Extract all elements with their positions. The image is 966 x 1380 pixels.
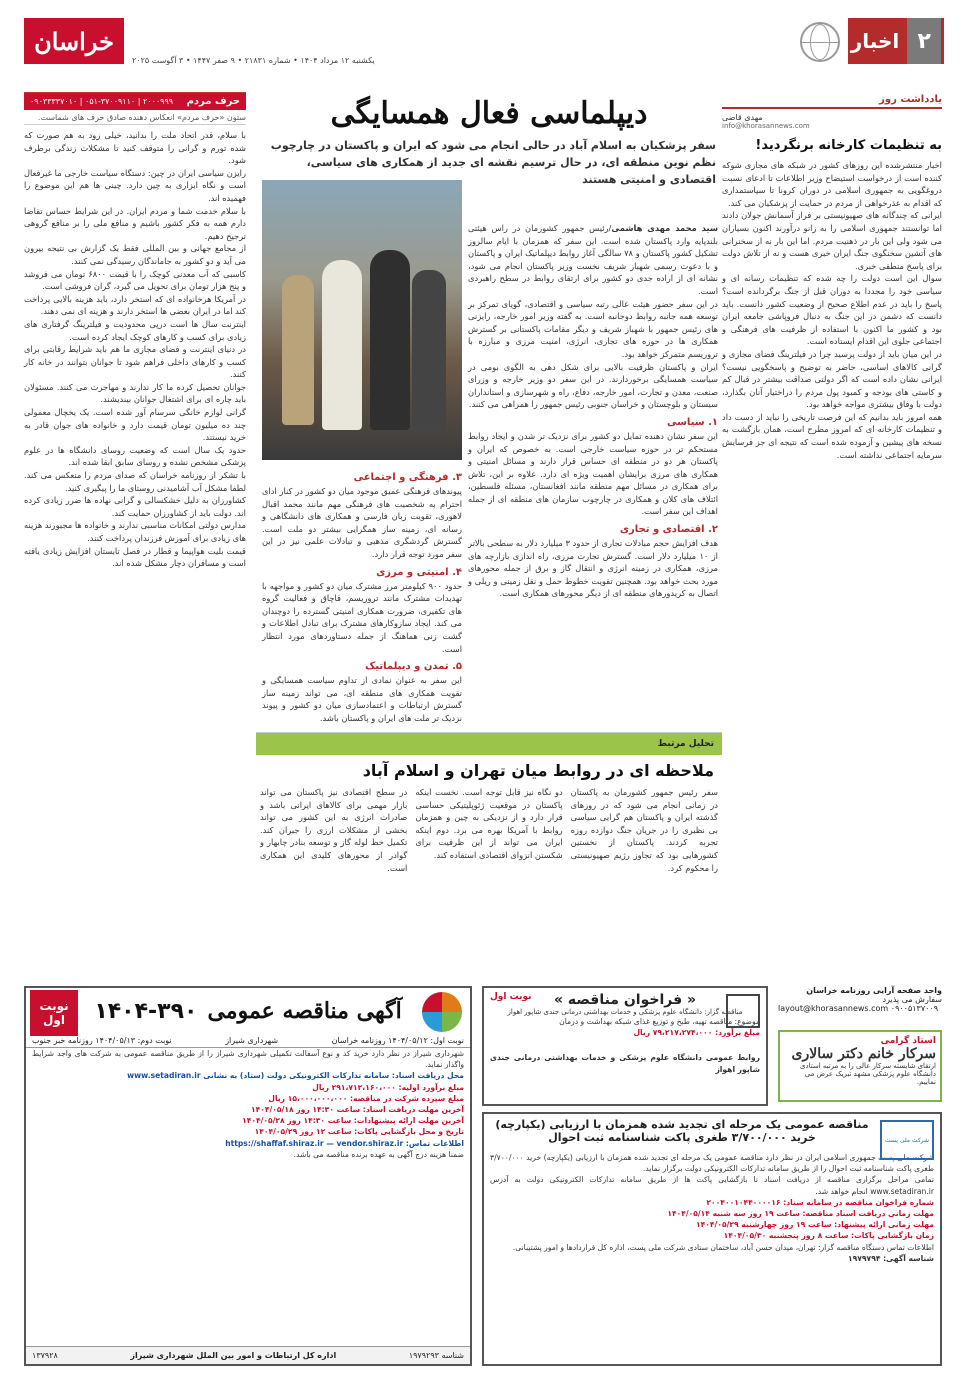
- ad-line: ضمنا هزینه درج آگهی به عهده برنده مناقصه می باشد.: [293, 1149, 464, 1159]
- post-ad-line: زمان بازگشایی پاکات: ساعت ۸ روز پنجشنبه ۱۴۰۴/۰۵/۳۰: [723, 1231, 934, 1241]
- analysis-paragraph: سفر رئیس جمهور کشورمان به پاکستان در زمانی انجام می شود که در روزهای گذشته ایران و پاکستان هم گرایی سیاسی بی نظیری را در جریان جنگ دوازده روزه تجربه کردند. پاکستان از نخستین کشورهایی بود که تجاوز رژیم صهیونیستی را محکوم کرد.: [570, 787, 718, 873]
- newspaper-logo: خراسان: [24, 18, 124, 64]
- university-logo-icon: [726, 994, 760, 1028]
- reader-message: در دنیای اینترنت و فضای مجازی ما هم باید شرایط رقابتی برای کسب و کارهای داخلی فراهم شود تا جوانان بتوانند در خانه کار کنند.: [24, 344, 246, 380]
- editorial-paragraph: همه امروز باید بدانیم که این فرصت تاریخی را نباید از دست داد و تنظیمات کارخانه ای که امروز مطرح است، همان بازگشت به نسخه های پیشین و آزموده شده است که نتیجه ای جز فرسایش سرمایه اجتماعی نداشته است.: [722, 411, 942, 460]
- analysis-label: تحلیل مرتبط: [657, 739, 714, 749]
- readers-note: ستون «حرف مردم» انعکاس دهنده صادق حرف های شماست.: [24, 110, 246, 125]
- reader-message: حدود یک سال است که وضعیت روسای دانشگاه ها در علوم پزشکی مشخص نشده و روسای سابق ابقا شده اند.: [24, 444, 246, 468]
- analysis-paragraph: در سطح اقتصادی نیز پاکستان می تواند بازار مهمی برای کالاهای ایرانی باشد و صادرات انرژی به این کشور می تواند بخشی از مشکلات ارزی را جبران کند. تکمیل خط لوله گاز و توسعه بنادر چابهار و گوادر از محورهای کلیدی این همکاری است.: [260, 787, 408, 873]
- tender-ad-shiraz: [24, 986, 472, 1366]
- editorial-paragraph: در این میان باید از دولت پرسید چرا در فیلترینگ فضای مجازی و گرانی کالاهای اساسی، حاضر به توضیح و پاسخگویی نیست؟ ایرانی نشان داده است که اگر دولتی صداقت بیشتر در قبال کم و کاستی های بودجه و کمبود پول مردم را دراختیار آنان بگذارد، دولت با وفاق بیشتری مواجه خواهد بود.: [722, 348, 942, 410]
- ad-footer-code: ۱۳۷۹۲۸: [32, 1351, 58, 1360]
- post-ad-title: مناقصه عمومی یک مرحله ای تجدید شده همزمان با ارزیابی (یکپارچه): [495, 1118, 869, 1131]
- editorial-author: مهدی قاضی: [722, 113, 763, 122]
- editorial-paragraph: ایرانی که چندگانه های صهیونیستی بر فراز آسمانش جولان دادند اما توانستند جمهوری اسلامی را به زانو درآورند اکنون بسیاران می شود ولی این بار در ذهنیت مردم. اما این بار نه از سخنرانی های آتشین سخنگوی جنگ ایران خبری هست و نه از تلاش دولت برای پاسخ منطقی خبری.: [722, 210, 942, 271]
- layout-service-ad: [778, 986, 942, 1022]
- page-number: ۲: [907, 18, 941, 64]
- post-ad-line: شرکت ملی پست جمهوری اسلامی ایران در نظر دارد مناقصه عمومی یک مرحله ای تجدید شده همزمان با ارزیابی (یکپارچه) خرید ۳/۷۰۰/۰۰۰ طغری پاکت شناسنامه ثبت احوال را از طریق سامانه تدارکات الکترونیکی دولت برگزار نماید.: [490, 1153, 934, 1174]
- post-ad-line: تمامی مراحل برگزاری مناقصه از دریافت اسناد تا بازگشایی پاکت ها از طریق سامانه تدارکات الکترونیکی دولت به آدرس www.setadiran.ir انجام خواهد شد.: [490, 1175, 934, 1196]
- congrats-name: سرکار خانم دکتر سالاری: [791, 1046, 936, 1062]
- post-ad-line: اطلاعات تماس دستگاه مناقصه گزار: تهران، میدان حسن آباد، ساختمان ستادی شرکت ملی پست، اداره کل قراردادها و امور پشتیبانی.: [512, 1242, 934, 1252]
- ad-mid-line: مبلغ برآورد: ۷۹،۲۱۷،۲۷۴،۰۰۰ ریال: [633, 1028, 760, 1038]
- editorial-paragraph: اخبار منتشرشده این روزهای کشور در شبکه های مجازی شوکه کننده است از درخواست استیضاح وزیر اطلاعات تا ادعای نسبت دروغگویی به جمهوری اسلامی در دوران کرونا تا سیاستمداری که اقدام به عذرخواهی از مردم در حمایت از پزشکیان می کند.: [722, 160, 942, 208]
- ad-line: مبلغ برآورد اولیه: ۲۹۱،۷۱۲،۱۶۰،۰۰۰ ریال: [312, 1082, 464, 1092]
- subhead-politics: ۱. سیاسی: [666, 416, 718, 428]
- readers-column: [24, 92, 246, 970]
- reader-message: کاسبی که آب معدنی کوچک را با قیمت ۶۸۰۰ تومان می فروشد و پنج هزار تومان برای تحویل می گیرد، گران فروشی است.: [24, 268, 247, 292]
- media-text: این سفر به عنوان نمادی از تداوم سیاست همسایگی و تقویت همکاری های منطقه ای، می تواند زمینه ساز گسترش ارتباطات و اعتمادسازی میان دو کشور و پیوند نزدیک تر ملت های ایران و پاکستان باشد.: [262, 675, 462, 723]
- subhead-security: ۴. امنیتی و مرزی: [376, 566, 462, 578]
- post-ad-line: مهلت زمانی دریافت اسناد مناقصه: ساعت ۱۹ روز سه شنبه ۱۴۰۴/۰۵/۱۴: [667, 1209, 934, 1219]
- reader-message: اینترنت سال ها است درپی محدودیت و فیلترینگ گرفتاری های زیادی برای کسب و کارهای کوچک ایجاد کرده است.: [24, 318, 246, 342]
- editorial-column: [722, 92, 942, 972]
- ads-section: [24, 986, 942, 1366]
- globe-icon: [800, 22, 840, 62]
- page-header: [24, 18, 944, 68]
- related-analysis: [256, 732, 722, 972]
- reader-message: جوانان تحصیل کرده ما کار ندارند و مهاجرت می کنند. مسئولان باید چاره ای برای اشتغال جوانان بیندیشند.: [24, 381, 246, 405]
- reader-message: مدارس دولتی امکانات مناسبی ندارند و خانواده ها مجبورند هزینه های زیادی برای آموزش فرزندان پرداخت کنند.: [24, 520, 246, 543]
- subhead-culture: ۳. فرهنگی و اجتماعی: [353, 472, 462, 483]
- ad-mid-footer: روابط عمومی دانشگاه علوم پزشکی و خدمات بهداشتی درمانی جندی شاپور اهواز: [490, 1053, 760, 1074]
- article-body-right: [468, 222, 718, 600]
- layout-ad-contact[interactable]: layout@khorasannews.com ۰۹۰۰۵۱۳۷۰۰۹: [778, 1004, 939, 1013]
- congrats-text: ارتقای شایسته سرکار عالی را به مرتبه استادی دانشگاه علوم پزشکی مشهد تبریک عرض می نماییم.: [799, 1062, 936, 1086]
- shiraz-logo-icon: [422, 992, 462, 1032]
- subhead-economy: ۲. اقتصادی و تجاری: [619, 524, 718, 536]
- article-body-left: [262, 466, 462, 725]
- ad-title: آگهی مناقصه عمومی: [207, 998, 402, 1024]
- article-photo: [262, 180, 462, 460]
- culture-text: پیوندهای فرهنگی عمیق موجود میان دو کشور در کنار ادای احترام به شخصیت های فرهنگی مهم مانند محمد اقبال لاهوری، تقویت زبان فارسی و همکاری های دانشگاهی و رسانه ای، زمینه ساز همگرایی بیشتر دو ملت است. گسترش گردشگری مذهبی و تبادلات علمی نیز در این سفر مورد توجه قرار دارد.: [262, 486, 462, 559]
- ad-mid-sub: مناقصه گزار: دانشگاه علوم پزشکی و خدمات بهداشتی درمانی جندی شاپور اهواز: [507, 1008, 743, 1016]
- ad-sub-right: نوبت اول: ۱۴۰۴/۰۵/۱۲ روزنامه خراسان: [331, 1036, 464, 1045]
- intro-paragraph: ایران و پاکستان ظرفیت بالایی برای شکل دهی به الگوی بومی در سیاست همسایگی برخوردارند. در این سفر دو وزیر خارجه و وزرای صنعت، معدن و تجارت، امور خارجه، دفاع، راه و شهرسازی و استانداران سیستان و بلوچستان و خراسان جنوبی رئیس جمهور را همراهی می کنند.: [468, 361, 718, 410]
- post-logo-icon: شرکت ملی پست: [880, 1120, 934, 1160]
- congrats-heading: استاد گرامی: [880, 1036, 936, 1046]
- ad-mid-line: موضوع: مناقصه تهیه، طبخ و توزیع غذای شبکه بهداشت و درمان: [559, 1017, 760, 1026]
- editorial-heading: یادداشت روز: [722, 92, 942, 109]
- editorial-email[interactable]: info@khorasannews.com: [722, 122, 810, 130]
- reader-message: با سلام خدمت شما و مردم ایران. در این شرایط حساس تقاضا دارم همه به فکر کشور باشیم و منافع ملی را بر منافع گروهی ترجیح دهیم.: [24, 205, 246, 241]
- analysis-title: ملاحظه ای در روابط میان تهران و اسلام آباد: [362, 761, 714, 780]
- date-line: یکشنبه ۱۲ مرداد ۱۴۰۴ • شماره ۲۱۸۳۱ • ۹ صفر ۱۴۴۷ • ۳ آگوست ۲۰۲۵: [132, 56, 375, 65]
- analysis-bar: [256, 733, 722, 755]
- reader-message: در آمریکا هرخانواده ای که استخر دارد، باید هزینه بالایی پرداخت کند اما در ایران بعضی ها استخر دارند و هزینه ای نمی دهند.: [24, 293, 246, 317]
- main-headline: دیپلماسی فعال همسایگی: [330, 96, 648, 131]
- intro-paragraph: /رئیس جمهور کشورمان در راس هیئتی بلندپایه وارد پاکستان شده است. این سفر که همزمان با ایام سالروز تشکیل کشور پاکستان و ۷۸ سالگی آغاز روابط دیپلماتیک ایران و پاکستان و با دعوت رسمی شهباز شریف نخست وزیر پاکستان انجام می شود، نشانه ای از اراده جدی دو کشور برای ارتقای روابط در سطح راهبردی است.: [468, 223, 718, 296]
- readers-column-title: حرف مردم: [186, 96, 240, 107]
- ad-mid-title: « فراخوان مناقصه »: [553, 992, 697, 1008]
- ad-sub-left: نوبت دوم: ۱۴۰۴/۰۵/۱۳ روزنامه خبر جنوب: [32, 1036, 172, 1045]
- security-text: حدود ۹۰۰ کیلومتر مرز مشترک میان دو کشور و مواجهه با تهدیدات مشترک مانند تروریسم، قاچاق و فعالیت گروه های تکفیری، ضرورت همکاری امنیتی گسترده را دوچندان می کند. ایجاد سازوکارهای مشترک برای تبادل اطلاعات و گشت زنی هماهنگ از جمله دستاوردهای مورد انتظار است.: [262, 580, 463, 654]
- ad-mid-badge: نوبت اول: [490, 992, 532, 1002]
- congrats-ad: [778, 1030, 942, 1102]
- ad-logo-text: شهرداری شیراز: [225, 1036, 279, 1045]
- layout-ad-sub: سفارش می پذیرد: [882, 995, 942, 1004]
- ad-footer-id: شناسه ۱۹۷۹۲۹۳: [408, 1351, 464, 1360]
- intro-paragraph: در این سفر حضور هیئت عالی رتبه سیاسی و اقتصادی، گویای تمرکز بر توسعه همه جانبه روابط دوجانبه است. به گفته وزیر امور خارجه، رایزنی های رئیس جمهور با شهباز شریف و دیگر مقامات پاکستانی بر گسترش همکاری ها در حوزه های تجاری، انرژی، امنیت مرزی و مبارزه با تروریسم متمرکز خواهد بود.: [468, 298, 718, 359]
- reader-message: با تشکر از روزنامه خراسان که صدای مردم را منعکس می کند. لطفا مشکل آب آشامیدنی روستای ما را پیگیری کنید.: [24, 470, 246, 493]
- ad-footer-org: اداره کل ارتباطات و امور بین الملل شهرداری شیراز: [130, 1351, 337, 1360]
- analysis-paragraph: دو نگاه نیز قابل توجه است. نخست اینکه پاکستان در موقعیت ژئوپلیتیکی حساسی قرار دارد و از نزدیکی به چین و همزمان روابط با آمریکا بهره می برد. دوم اینکه ایران می تواند از این ظرفیت برای شکستن انزوای اقتصادی استفاده کند.: [415, 787, 563, 860]
- ad-line: آخرین مهلت دریافت اسناد: ساعت ۱۴:۳۰ روز ۱۴۰۴/۰۵/۱۸: [250, 1105, 464, 1115]
- reader-message: رایزن سیاسی ایران در چین: دستگاه سیاست خارجی ما غیرفعال است و نگاه ابزاری به چین دارد. چینی ها هم این موضوع را فهمیده اند.: [24, 167, 246, 203]
- tender-ad-post: [482, 1112, 942, 1366]
- readers-column-title-bar: [24, 93, 246, 110]
- readers-phones: ۰۹۰۳۳۳۳۷۰۱۰ | ۰۵۱-۳۷۰۰۹۱۱۰ | ۲۰۰۰۹۹۹: [30, 97, 174, 106]
- ad-line[interactable]: اطلاعات تماس: https://shaffaf.shiraz.ir — vendor.shiraz.ir: [225, 1138, 464, 1148]
- post-ad-subtitle: خرید ۳/۷۰۰/۰۰۰ طغری پاکت شناسنامه ثبت احوال: [548, 1131, 816, 1144]
- ad-line: مبلغ سپرده شرکت در مناقصه: ۱۵،۰۰۰،۰۰۰،۰۰۰ ریال: [268, 1093, 464, 1103]
- intro-name: سید محمد مهدی هاشمی: [611, 223, 718, 233]
- ad-badge: نوبت اول: [30, 990, 78, 1036]
- layout-ad-title: واحد صفحه آرایی روزنامه خراسان: [806, 986, 942, 995]
- tender-ad-ahvaz: [482, 986, 768, 1106]
- editorial-paragraph: سوال این است دولت را چه شده که تنظیمات رسانه ای و سیاسی خود را مجددا به دوران قبل از جنگ برگردانده است؟ پاسخ را باید در عدم اطلاع صحیح از وضعیت کشور دانست. باید دانست که دشمن در این جنگ به دنبال فروپاشی جامعه ایران بود و کشور ما اکنون با استفاده از ظرفیت های فرهنگی و اجتماعی جلوی این اقدام ایستاده است.: [722, 273, 942, 347]
- politics-text: این سفر نشان دهنده تمایل دو کشور برای نزدیک تر شدن و ایجاد روابط مستحکم تر در حوزه سیاست خارجی است. به خصوص که ایران و پاکستان هر دو در منطقه ای حساس قرار دارند و مسائل امنیتی و همکاری های مرزی برایشان اهمیت ویژه ای دارد. علاوه بر این، تلاش برای همکاری در مسائل مهم منطقه مانند افغانستان، مسئله فلسطین، ائتلاف های کلان و همکاری در چارچوب سازمان های منطقه ای از جمله اهداف این سفر است.: [468, 430, 718, 517]
- reader-message: قیمت بلیت هواپیما و قطار در فصل تابستان افزایش زیادی یافته است و مسافران دچار مشکل شده اند.: [24, 545, 246, 569]
- ad-line[interactable]: محل دریافت اسناد: سامانه تدارکات الکترونیکی دولت (ستاد) به نشانی www.setadiran.ir: [127, 1071, 464, 1081]
- main-article: [256, 92, 722, 972]
- post-ad-line: شناسه آگهی: ۱۹۷۹۷۹۴: [848, 1253, 934, 1263]
- main-lead: سفر پزشکیان به اسلام آباد در حالی انجام می شود که ایران و پاکستان در چارچوب نظم نوین منطقه ای، در حال ترسیم نقشه ای جدید از همکاری های سیاسی، اقتصادی و امنیتی هستند: [270, 139, 716, 186]
- ad-line: شهرداری شیراز در نظر دارد خرید کد و نوع آسفالت تکمیلی شهرداری شیراز را از طریق مناقصه عمومی به شرکت های واجد شرایط واگذار نماید.: [32, 1049, 464, 1070]
- reader-message: گرانی لوازم خانگی سرسام آور شده است. یک یخچال معمولی چند ده میلیون تومان قیمت دارد و خانواده های جوان قادر به خرید نیستند.: [24, 407, 246, 443]
- reader-message: از مجامع جهانی و بین المللی فقط یک گزارش بی نتیجه بیرون می آید و دو کشور به جاماندگان رسیدگی نمی کنند.: [24, 243, 246, 266]
- economy-text: هدف افزایش حجم مبادلات تجاری از حدود ۳ میلیارد دلار به سطحی بالاتر از ۱۰ میلیارد دلار است. گسترش تجارت مرزی، راه اندازی بازارچه های مرزی، همکاری در زمینه انرژی و انتقال گاز و برق از جمله محورهای مورد بحث خواهد بود. همچنین تقویت خطوط حمل و نقل زمینی و ریلی و اتصال به کریدورهای منطقه ای از دیگر محورهای همکاری است.: [468, 538, 718, 599]
- subhead-media: ۵. تمدن و دیپلماتیک: [365, 661, 462, 673]
- section-name: اخبار: [850, 29, 900, 53]
- ad-number: ۱۴۰۴-۳۹۰: [94, 998, 198, 1024]
- editorial-title: به تنظیمات کارخانه برنگردید!: [755, 138, 942, 153]
- reader-message: کشاورزان به دلیل خشکسالی و گرانی نهاده ها ضرر زیادی کرده اند. دولت باید از کشاورزان حمایت کند.: [24, 495, 246, 518]
- reader-message: با سلام، قدر اتحاد ملت را بدانید، خیلی زود به هم صورت که شده تورم و گرانی را متوقف کنید تا مشکلات زندگی برطرف شود.: [24, 130, 246, 166]
- section-tag: [848, 18, 944, 64]
- post-ad-line: شماره فراخوان مناقصه در سامانه ستاد: ۲۰۰۴۰۰۱۰۴۴۰۰۰۰۱۶: [706, 1197, 934, 1207]
- ad-line: آخرین مهلت ارائه پیشنهادات: ساعت ۱۴:۳۰ روز ۱۴۰۴/۰۵/۲۸: [242, 1116, 464, 1126]
- post-ad-line: مهلت زمانی ارائه پیشنهاد: ساعت ۱۹ روز چهارشنبه ۱۴۰۴/۰۵/۲۹: [696, 1220, 934, 1230]
- ad-line: تاریخ و محل بازگشایی پاکات: ساعت ۱۲ روز ۱۴۰۴/۰۵/۲۹: [254, 1127, 464, 1137]
